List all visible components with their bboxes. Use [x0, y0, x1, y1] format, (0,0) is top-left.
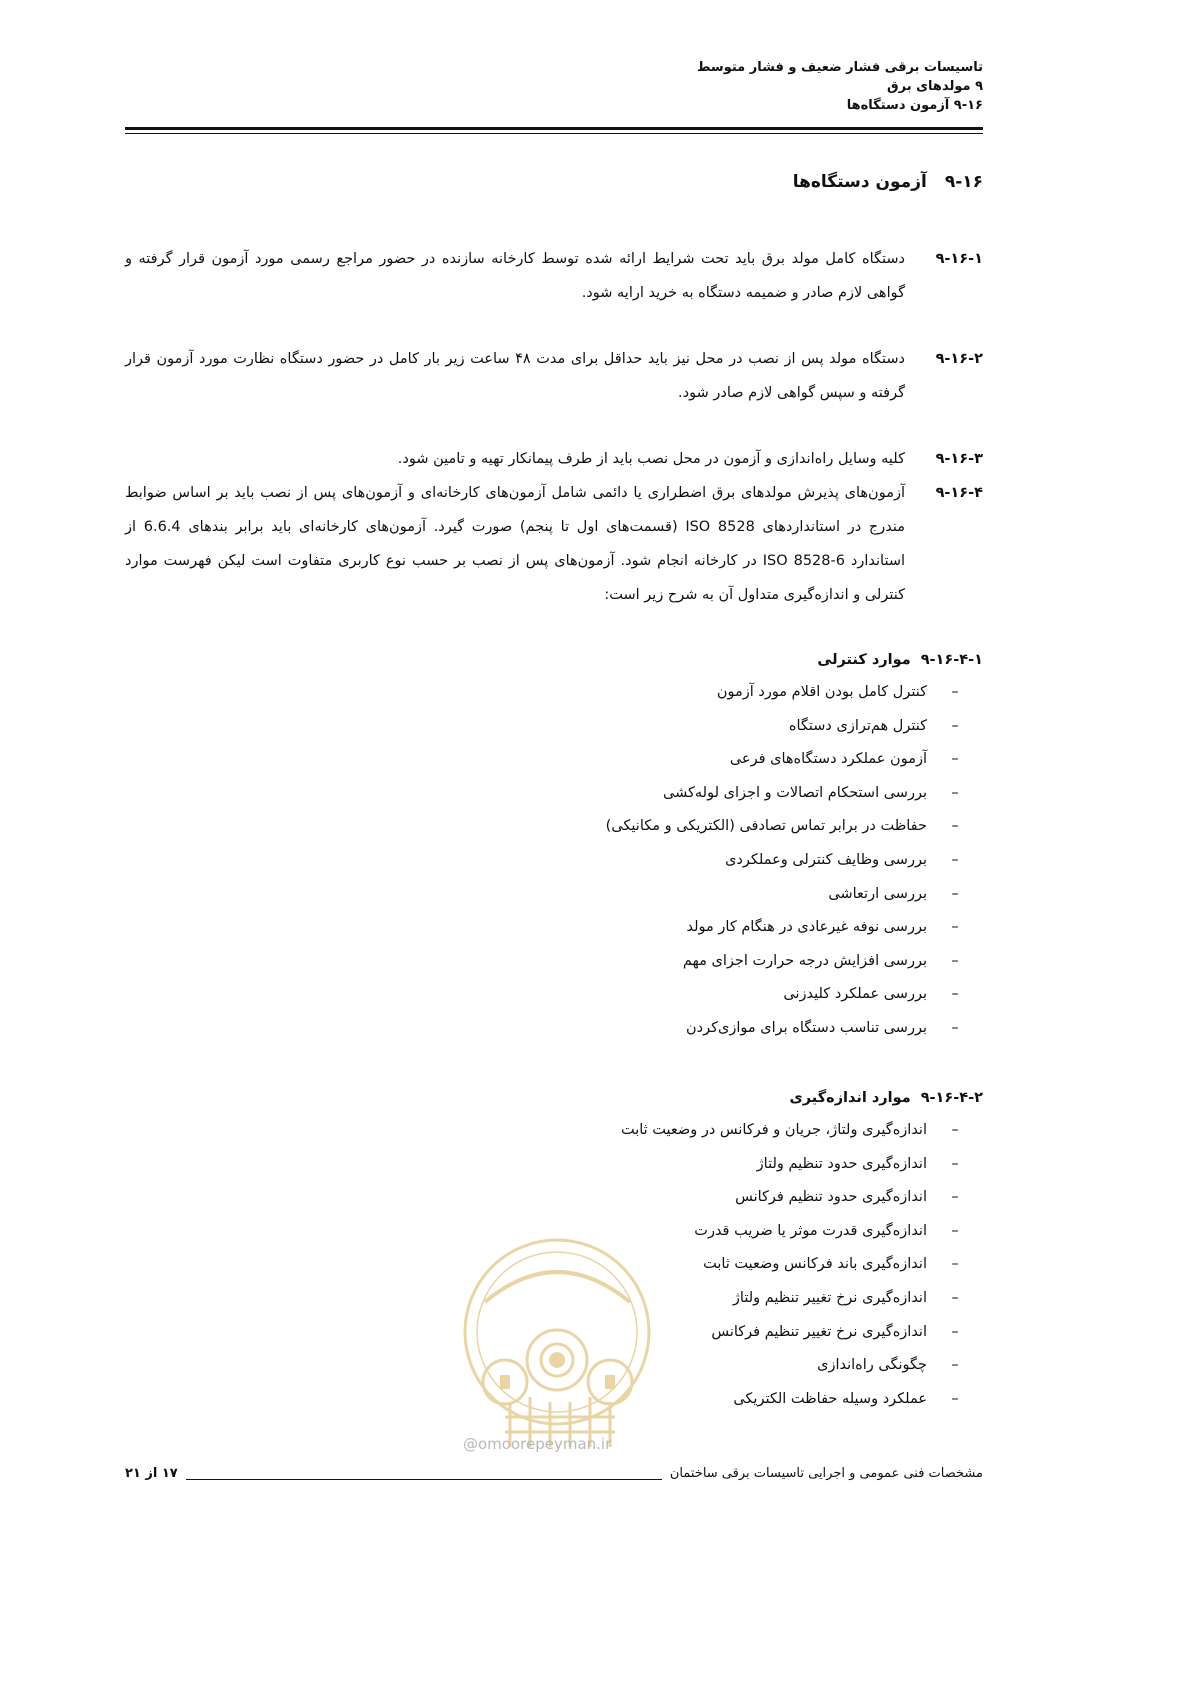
list-marker: – — [951, 1019, 959, 1036]
list-item-text: آزمون عملکرد دستگاه‌های فرعی — [729, 751, 927, 768]
subsection-heading-1 — [817, 652, 983, 668]
paragraph-text: دستگاه مولد پس از نصب در محل نیز باید حداقل برای مدت ۴۸ ساعت زیر بار کامل در حضور دستگاه نظارت مورد آزمون قرار گرفته و سپس گواهی لازم صادر شود. — [125, 351, 905, 401]
paragraph-text: کلیه وسایل راه‌اندازی و آزمون در محل نصب باید از طرف پیمانکار تهیه و تامین شود. — [397, 451, 905, 467]
list-item — [383, 911, 983, 945]
subsection-heading-2 — [789, 1090, 983, 1106]
page-footer — [125, 1466, 983, 1481]
paragraph-2 — [125, 342, 983, 410]
list-item — [383, 1012, 983, 1046]
list-item — [383, 1148, 983, 1182]
subsection-title: موارد کنترلی — [817, 652, 911, 668]
list-marker: – — [951, 818, 959, 835]
paragraph-number: ۹-۱۶-۱ — [935, 251, 983, 267]
list-item-text: بررسی افزایش درجه حرارت اجزای مهم — [682, 952, 927, 969]
list-item — [383, 978, 983, 1012]
footer-title: مشخصات فنی عمومی و اجرایی تاسیسات برقی ساختمان — [669, 1466, 983, 1481]
list-item-text: حفاظت در برابر تماس تصادفی (الکتریکی و مکانیکی) — [605, 818, 927, 835]
list-item-text: اندازه‌گیری حدود تنظیم فرکانس — [735, 1189, 927, 1206]
list-marker: – — [951, 885, 959, 902]
list-item-text: اندازه‌گیری باند فرکانس وضعیت ثابت — [703, 1256, 927, 1273]
list-item — [383, 777, 983, 811]
footer-rule — [186, 1479, 662, 1480]
list-item-text: بررسی ارتعاشی — [828, 885, 927, 902]
section-title: آزمون دستگاه‌ها — [792, 172, 927, 192]
list-item-text: چگونگی راه‌اندازی — [817, 1357, 927, 1374]
list-item-text: اندازه‌گیری قدرت موثر یا ضریب قدرت — [694, 1222, 927, 1239]
header-line-3: ۹-۱۶ آزمون دستگاه‌ها — [846, 98, 983, 113]
list-marker: – — [951, 717, 959, 734]
list-item-text: اندازه‌گیری نرخ تغییر تنظیم فرکانس — [711, 1323, 927, 1340]
list-marker: – — [951, 986, 959, 1003]
list-marker: – — [951, 684, 959, 700]
list-marker: – — [951, 851, 959, 868]
list-item — [383, 844, 983, 878]
list-marker: – — [951, 1256, 959, 1273]
header-line-2: ۹ مولدهای برق — [887, 79, 983, 94]
section-heading — [793, 172, 983, 192]
header-rule-thin — [125, 133, 983, 134]
list-item — [383, 810, 983, 844]
list-item — [383, 1114, 983, 1148]
header-rule-thick — [125, 127, 983, 130]
header-line-1: تاسیسات برقی فشار ضعیف و فشار متوسط — [696, 60, 983, 75]
paragraph-text: دستگاه کامل مولد برق باید تحت شرایط ارائه شده توسط کارخانه سازنده در حضور مراجع رسمی مورد آزمون قرار گرفته و گواهی لازم صادر و ضمیمه دستگاه به خرید ارایه شود. — [125, 251, 905, 301]
running-header — [697, 58, 983, 115]
list-marker: – — [951, 1390, 959, 1407]
section-number: ۹-۱۶ — [944, 172, 983, 192]
list-item-text: اندازه‌گیری ولتاژ، جریان و فرکانس در وضعیت ثابت — [620, 1122, 927, 1138]
page-number: ۱۷ از ۲۱ — [125, 1466, 178, 1481]
list-item-text: بررسی استحکام اتصالات و اجزای لوله‌کشی — [662, 784, 927, 801]
list-item-text: کنترل هم‌ترازی دستگاه — [788, 717, 927, 734]
list-item — [383, 743, 983, 777]
list-item-text: اندازه‌گیری حدود تنظیم ولتاژ — [756, 1155, 927, 1172]
list-marker: – — [951, 1122, 959, 1138]
list-marker: – — [951, 1155, 959, 1172]
watermark-logo-icon — [450, 1232, 665, 1457]
list-marker: – — [951, 1357, 959, 1374]
list-marker: – — [951, 751, 959, 768]
paragraph-text: آزمون‌های پذیرش مولدهای برق اضطراری یا دائمی شامل آزمون‌های کارخانه‌ای و آزمون‌های پس از نصب باید بر اساس ضوابط مندرج در استانداردهای ISO 8528 (قسمت‌های اول تا پنجم) صورت گیرد. آزمون‌های کارخانه‌ای باید برابر بندهای 6.6.4 از استاندارد ISO 8528-6 در کارخانه انجام شود. آزمون‌های پس از نصب بر حسب نوع کاربری متفاوت است لیکن فهرست موارد کنترلی و اندازه‌گیری متداول آن به شرح زیر است: — [125, 485, 906, 603]
list-marker: – — [951, 919, 959, 936]
list-marker: – — [951, 1222, 959, 1239]
paragraph-1 — [125, 242, 983, 310]
list-item-text: اندازه‌گیری نرخ تغییر تنظیم ولتاژ — [732, 1289, 927, 1306]
list-item-text: بررسی نوفه غیرعادی در هنگام کار مولد — [686, 919, 927, 936]
watermark-text: @omoorepeyman.ir — [463, 1435, 612, 1453]
list-item-text: بررسی وظایف کنترلی وعملکردی — [725, 851, 927, 868]
paragraph-3 — [125, 442, 983, 476]
paragraph-number: ۹-۱۶-۲ — [935, 351, 983, 367]
list-item-text: عملکرد وسیله حفاظت الکتریکی — [733, 1390, 927, 1407]
list-item-text: بررسی تناسب دستگاه برای موازی‌کردن — [686, 1019, 927, 1036]
list-marker: – — [951, 1289, 959, 1306]
paragraph-number: ۹-۱۶-۴ — [935, 485, 983, 501]
list-marker: – — [951, 1323, 959, 1340]
paragraph-number: ۹-۱۶-۳ — [935, 451, 983, 467]
paragraph-4 — [125, 476, 983, 612]
list-item-text: کنترل کامل بودن اقلام مورد آزمون — [716, 684, 927, 700]
list-item — [383, 878, 983, 912]
subsection-number: ۹-۱۶-۴-۱ — [920, 652, 983, 668]
list-marker: – — [951, 952, 959, 969]
subsection-number: ۹-۱۶-۴-۲ — [920, 1090, 983, 1106]
list-item — [383, 1181, 983, 1215]
list-marker: – — [951, 784, 959, 801]
list-item — [383, 676, 983, 710]
list-item-text: بررسی عملکرد کلیدزنی — [783, 986, 927, 1003]
list-marker: – — [951, 1189, 959, 1206]
subsection-title: موارد اندازه‌گیری — [789, 1090, 911, 1106]
list-item — [383, 945, 983, 979]
control-items-list — [383, 676, 983, 1046]
list-item — [383, 710, 983, 744]
